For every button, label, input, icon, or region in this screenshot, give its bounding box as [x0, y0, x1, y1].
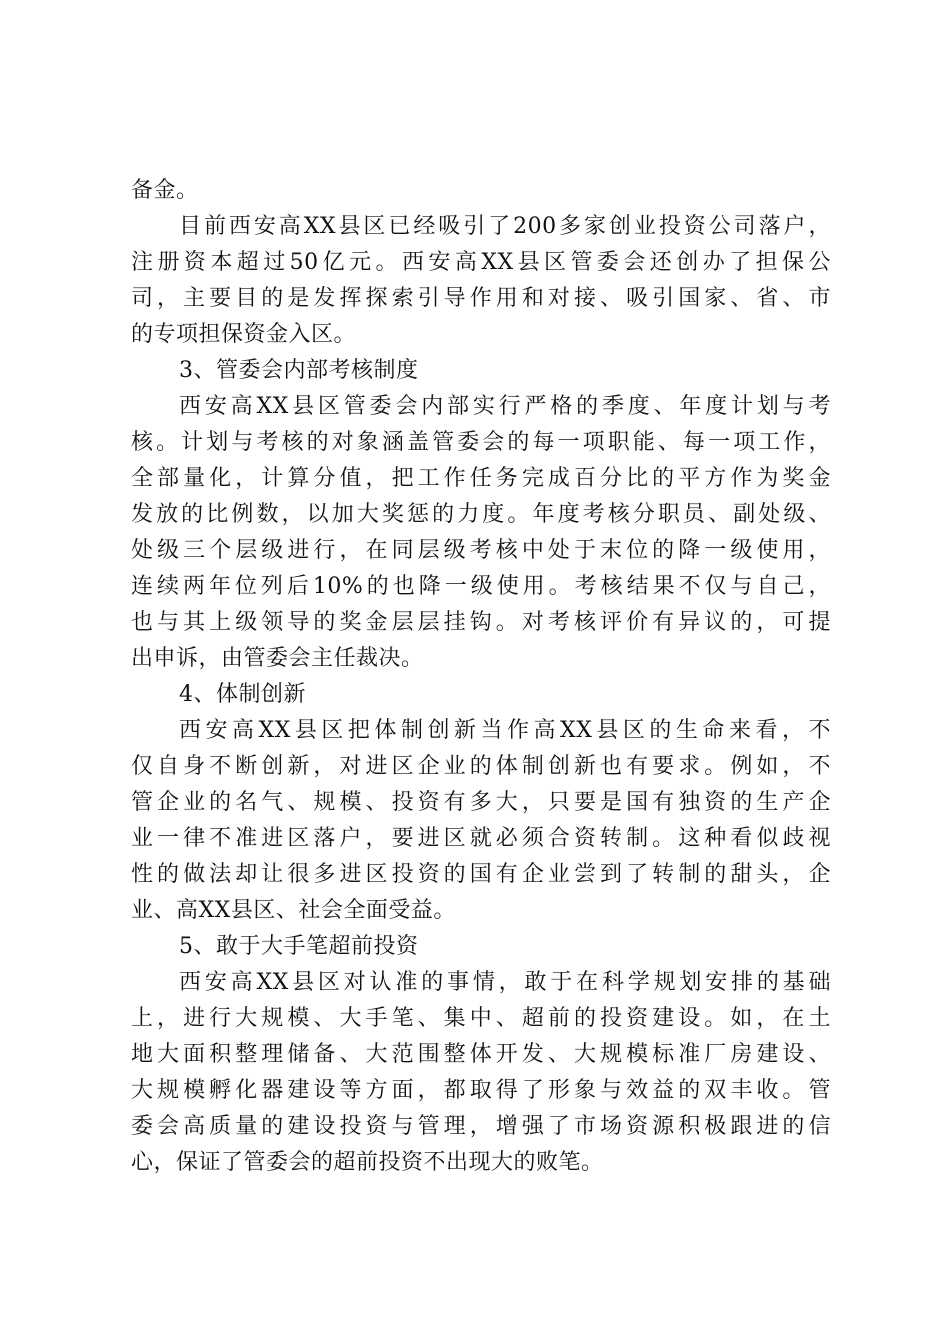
text-line: 心，保证了管委会的超前投资不出现大的败笔。	[131, 1150, 604, 1175]
text-line: 也与其上级领导的奖金层层挂钩。对考核评价有异议的，可提	[131, 610, 831, 635]
text-line: 仅自身不断创新，对进区企业的体制创新也有要求。例如，不	[131, 754, 831, 779]
section-heading: 3、管委会内部考核制度	[179, 358, 419, 383]
text-line: 发放的比例数，以加大奖惩的力度。年度考核分职员、副处级、	[131, 502, 831, 527]
text-line: 目前西安高XX县区已经吸引了200多家创业投资公司落户，	[179, 214, 831, 239]
text-line: 性的做法却让很多进区投资的国有企业尝到了转制的甜头，企	[131, 862, 831, 887]
text-line: 西安高XX县区把体制创新当作高XX县区的生命来看，不	[179, 718, 831, 743]
section-heading: 4、体制创新	[179, 682, 306, 707]
text-line: 西安高XX县区对认准的事情，敢于在科学规划安排的基础	[179, 970, 831, 995]
text-line: 司，主要目的是发挥探索引导作用和对接、吸引国家、省、市	[131, 286, 831, 311]
text-line: 西安高XX县区管委会内部实行严格的季度、年度计划与考	[179, 394, 831, 419]
text-line: 委会高质量的建设投资与管理，增强了市场资源积极跟进的信	[131, 1114, 831, 1139]
text-line: 注册资本超过50亿元。西安高XX县区管委会还创办了担保公	[131, 250, 831, 275]
text-line: 处级三个层级进行，在同层级考核中处于末位的降一级使用，	[131, 538, 831, 563]
text-line: 管企业的名气、规模、投资有多大，只要是国有独资的生产企	[131, 790, 831, 815]
text-line: 业一律不准进区落户，要进区就必须合资转制。这种看似歧视	[131, 826, 831, 851]
text-line: 大规模孵化器建设等方面，都取得了形象与效益的双丰收。管	[131, 1078, 831, 1103]
text-line: 连续两年位列后10%的也降一级使用。考核结果不仅与自己，	[131, 574, 831, 599]
section-heading: 5、敢于大手笔超前投资	[179, 934, 419, 959]
text-line: 业、高XX县区、社会全面受益。	[131, 898, 456, 923]
text-line: 的专项担保资金入区。	[131, 322, 357, 347]
text-line: 地大面积整理储备、大范围整体开发、大规模标准厂房建设、	[131, 1042, 831, 1067]
text-line: 备金。	[131, 178, 199, 203]
text-line: 核。计划与考核的对象涵盖管委会的每一项职能、每一项工作，	[131, 430, 831, 455]
text-line: 全部量化，计算分值，把工作任务完成百分比的平方作为奖金	[131, 466, 831, 491]
text-line: 出申诉，由管委会主任裁决。	[131, 646, 424, 671]
document-body	[131, 173, 831, 1181]
text-line: 上，进行大规模、大手笔、集中、超前的投资建设。如，在土	[131, 1006, 831, 1031]
